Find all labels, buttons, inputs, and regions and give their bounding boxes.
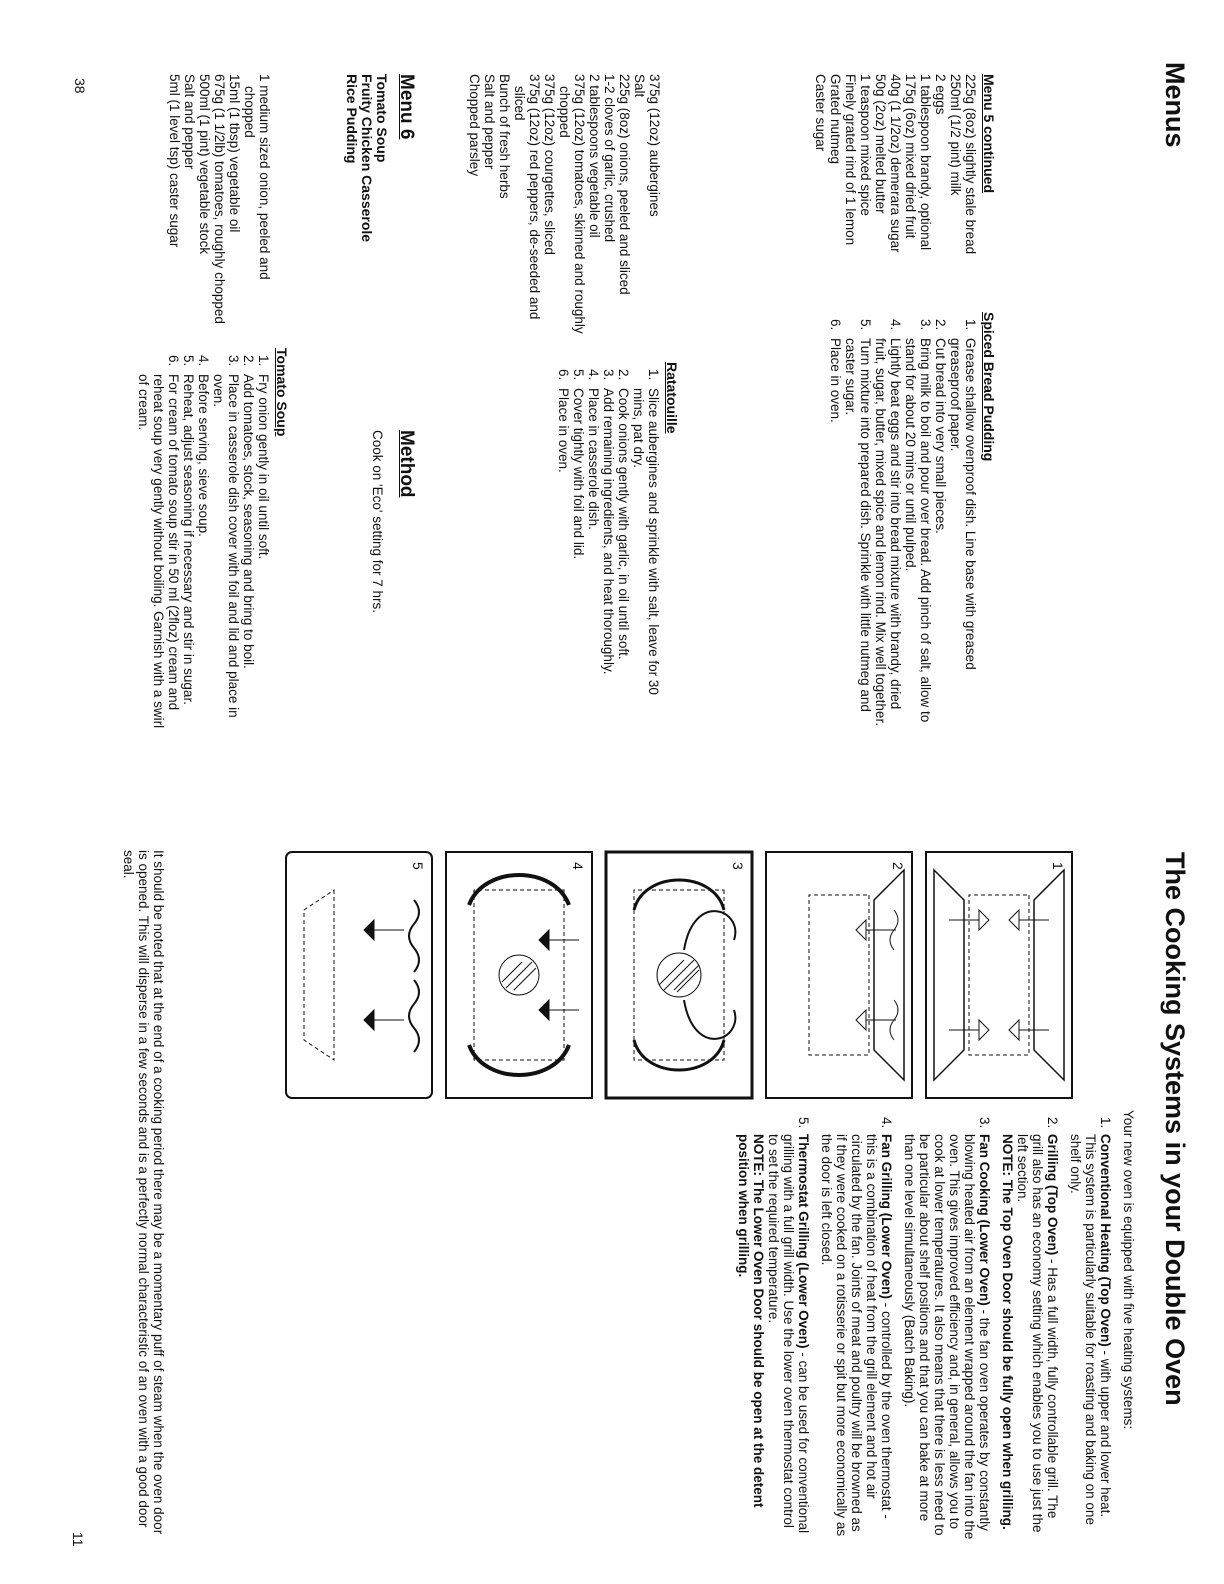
list-item: 675g (1 1/2lb) tomatoes, roughly chopped [212, 74, 227, 324]
diagram-number: 4 [570, 862, 586, 870]
menu6-method [370, 430, 417, 730]
system-description: - controlled by the oven thermostat - this is a combination of heat from the grill element and hot air circulated by the fan. Joints of meat and poultry will be browned as if they were cooked on a rotisserie or spit but more economically as the door is left closed. [819, 1134, 894, 1537]
spiced-pudding-ingredients [813, 74, 996, 324]
list-item: 15ml (1 tbsp) vegetable oil [227, 74, 242, 233]
ratatouille-method [556, 362, 679, 722]
list-item: 5ml (1 level tsp) caster sugar [167, 74, 182, 248]
dish-name: Fruity Chicken Casserole [359, 74, 375, 243]
list-item: 375g (12oz) aubergines [647, 74, 662, 217]
ratatouille-title: Ratatouille [664, 362, 680, 434]
list-item: Salt and pepper [482, 74, 497, 170]
menu6-dishes [344, 74, 417, 314]
list-item: 2. Cook onions gently with garlic, in oil until soft. [616, 384, 631, 722]
tomato-soup-title: Tomato Soup [274, 348, 290, 437]
menu5-title: Menu 5 continued [981, 74, 997, 193]
list-item: 1 tablespoon brandy, optional [918, 74, 933, 251]
list-item: 2 tablespoons vegetable oil [587, 74, 602, 238]
system-note: NOTE: The Lower Oven Door should be open at the detent position when grilling. [736, 1134, 766, 1508]
list-item: 5. Turn mixture into prepared dish. Sprinkle with little nutmeg and caster sugar. [843, 334, 873, 732]
system-name: Grilling (Top Oven) [1045, 1134, 1060, 1256]
list-item: Salt and pepper [182, 74, 197, 170]
list-item: Salt [632, 74, 647, 98]
list-item: Grated nutmeg [828, 74, 843, 165]
system-name: Thermostat Grilling (Lower Oven) [796, 1134, 811, 1349]
list-item: 6. For cream of tomato soup stir in 50 ml (2floz) cream and reheat soup very gently without boiling. Garnish with a swirl of cream. [136, 370, 181, 738]
list-item [1000, 1132, 1060, 1540]
list-item: 175g (6oz) mixed dried fruit [903, 74, 918, 239]
list-item: 4. Before serving, sieve soup. [196, 370, 211, 738]
list-item: 5. Cover tightly with foil and lid. [571, 384, 586, 722]
list-item: 2. Cut bread into very small pieces. [933, 334, 948, 732]
list-item [902, 1132, 992, 1540]
list-item: 1. Grease shallow ovenproof dish. Line base with greased greaseproof paper. [948, 334, 978, 732]
steam-footnote: It should be noted that at the end of a cooking period there may be a momentary puff of steam when the oven door is opened. This will disperse in a few seconds and is a perfectly normal characteristic of an oven with a good door seal. [121, 850, 166, 1535]
intro-text: Your new oven is equipped with five heating systems: [1121, 1110, 1136, 1430]
list-item: Chopped parsley [467, 74, 482, 177]
ratatouille-ingredients [467, 74, 662, 354]
list-item: 250ml (1/2 pint) milk [948, 74, 963, 196]
list-item: 1. Slice aubergines and sprinkle with salt, leave for 30 mins, pat dry. [631, 384, 661, 722]
diagram-number: 1 [1050, 862, 1066, 870]
diagram-number: 5 [410, 862, 426, 870]
list-item: 40g (1 1/2oz) demerara sugar [888, 74, 903, 253]
list-item: 50g (2oz) melted butter [873, 74, 888, 214]
diagram-fan-cooking [604, 850, 754, 1100]
heating-systems [728, 1110, 1136, 1540]
list-item: 500ml (1 pint) vegetable stock [197, 74, 212, 255]
page-number: 11 [70, 1532, 86, 1547]
diagram-thermostat-grilling [284, 850, 434, 1100]
list-item: 225g (8oz) slightly stale bread [963, 74, 978, 255]
list-item: 4. Place in casserole dish. [586, 384, 601, 722]
menu6-title: Menu 6 [396, 74, 417, 140]
dish-name: Rice Pudding [344, 74, 360, 164]
list-item: 1 medium sized onion, peeled and chopped [242, 74, 272, 280]
list-item [736, 1132, 811, 1540]
system-name: Fan Cooking (Lower Oven) [977, 1134, 992, 1306]
list-item: 375g (12oz) tomatoes, skinned and roughly chopped [557, 74, 587, 334]
list-item: 3. Bring milk to boil and pour over bread. Add pinch of salt, allow to stand for about 20 mins or until pulped. [903, 334, 933, 732]
page-title: The Cooking Systems in your Double Oven [1160, 852, 1190, 1406]
system-note: NOTE: The Top Oven Door should be fully open when grilling. [1000, 1134, 1015, 1530]
diagram-number: 2 [890, 862, 906, 870]
tomato-soup-method [136, 348, 289, 738]
page-number: 38 [72, 78, 88, 94]
list-item: 225g (8oz) onions, peeled and sliced [617, 74, 632, 295]
list-item: 6. Place in oven. [556, 384, 571, 722]
list-item: 375g (12oz) red peppers, de-seeded and sliced [512, 74, 542, 320]
tomato-soup-ingredients [167, 74, 272, 324]
system-description: - can be used for conventional grilling with a full grill width. Use the lower oven thermostat control to set the required temperature. [766, 1134, 811, 1534]
page-title: Menus [1160, 62, 1190, 148]
system-name: Fan Grilling (Lower Oven) [879, 1134, 894, 1300]
list-item: 1 teaspoon mixed spice [858, 74, 873, 216]
list-item: 5. Reheat, adjust seasoning if necessary and stir in sugar. [181, 370, 196, 738]
diagram-number: 3 [730, 862, 746, 870]
list-item: 4. Lightly beat eggs and stir into bread mixture with brandy, dried fruit, sugar, butter, mixed spice and lemon rind. Mix well together. [873, 334, 903, 732]
list-item: Bunch of fresh herbs [497, 74, 512, 199]
method-text: Cook on 'Eco' setting for 7 hrs. [370, 430, 385, 613]
diagram-fan-grilling [444, 850, 594, 1100]
list-item: Caster sugar [813, 74, 828, 152]
list-item [1068, 1132, 1113, 1540]
list-item: 2. Add tomatoes, stock, seasoning and bring to boil. [241, 370, 256, 738]
list-item: 375g (12oz) courgettes, sliced [542, 74, 557, 255]
spiced-pudding-method [828, 312, 996, 732]
dish-name: Tomato Soup [374, 74, 390, 163]
cooking-systems-page [0, 792, 1224, 1584]
method-title: Method [396, 430, 417, 498]
list-item: 6. Place in oven. [828, 334, 843, 732]
list-item: 3. Add remaining ingredients, and heat thoroughly. [601, 384, 616, 722]
spiced-pudding-title: Spiced Bread Pudding [981, 312, 997, 462]
list-item: Finely grated rind of 1 lemon [843, 74, 858, 246]
system-description: - Has a full width, fully controllable grill. The grill also has an economy setting which enables you to use just the left section. [1015, 1134, 1060, 1533]
list-item: 1. Fry onion gently in oil until soft. [256, 370, 271, 738]
system-description: - with upper and lower heat. This system is particularly suitable for roasting and baking on one shelf only. [1068, 1134, 1113, 1525]
list-item: 1-2 cloves of garlic, crushed [602, 74, 617, 243]
list-item: 3. Place in casserole dish cover with foil and lid and place in oven. [211, 370, 241, 738]
list-item [819, 1132, 894, 1540]
system-description: - the fan oven operates by constantly blowing heated air from an element wrapped around the fan into the oven. This gives improved efficiency and, in general, allows you to cook at lower temperatures. It also means that there is less need to be particular about shelf positions and that you can bake at more than one level simultaneously (Batch Baking). [902, 1134, 992, 1540]
system-name: Conventional Heating (Top Oven) [1098, 1134, 1113, 1347]
diagram-conventional-heating [924, 850, 1074, 1100]
list-item: 2 eggs [933, 74, 948, 115]
diagram-grilling [764, 850, 914, 1100]
